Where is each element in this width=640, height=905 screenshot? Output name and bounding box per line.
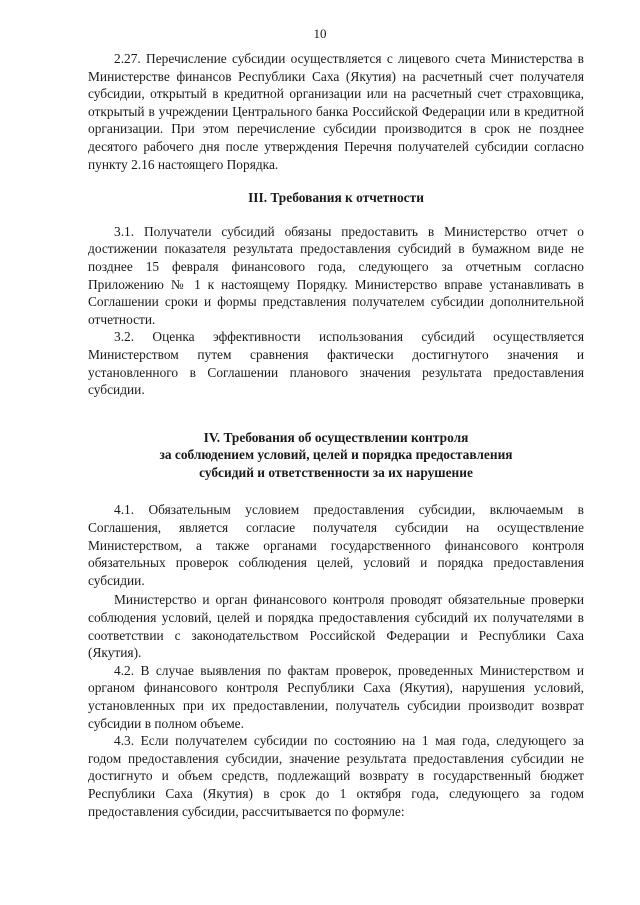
paragraph-4-3: 4.3. Если получателем субсидии по состоянию на 1 мая года, следующего за годом предоставления субсидии, значение результата предоставления субсидии не достигнуто и объем средств, подлежащий возврату в государственный бюджет Республики Саха (Якутия) в срок до 1 октября года, следующего за годом предоставления субсидии, рассчитывается по формуле: [88,733,584,819]
section-3-heading: III. Требования к отчетности [248,190,424,206]
paragraph-4-1: 4.1. Обязательным условием предоставления субсидии, включаемым в Соглашения, является согласие получателя субсидии на осуществление Министерством, а также органами государственного финансового контроля обязательных проверок соблюдения целей, условий и порядка предоставления субсидии. [88,502,584,588]
paragraph-2-27: 2.27. Перечисление субсидии осуществляется с лицевого счета Министерства в Министерстве финансов Республики Саха (Якутия) на расчетный счет получателя субсидии, открытый в кредитной организации или на расчетный счет страховщика, открытый в учреждении Центрального банка Российской Федерации или в кредитной организации. При этом перечисление субсидии производится в срок не позднее десятого рабочего дня после утверждения Перечня получателей субсидии согласно пункту 2.16 настоящего Порядка. [88,51,584,172]
paragraph-3-2: 3.2. Оценка эффективности использования субсидий осуществляется Министерством путем сравнения фактически достигнутого значения и установленного в Соглашении планового значения результата предоставления субсидии. [88,329,584,398]
paragraph-4-1-b: Министерство и орган финансового контроля проводят обязательные проверки соблюдения условий, целей и порядка предоставления субсидий их получателями в соответствии с законодательством Российской Федерации и Республики Саха (Якутия). [88,592,584,661]
paragraph-3-1: 3.1. Получатели субсидий обязаны предоставить в Министерство отчет о достижении показателя результата предоставления субсидий в бумажном виде не позднее 15 февраля финансового года, следующего за отчетным согласно Приложению № 1 к настоящему Порядку. Министерство вправе устанавливать в Соглашении сроки и формы представления получателем субсидии дополнительной отчетности. [88,223,584,327]
page-number: 10 [313,26,327,41]
document-body [88,50,584,820]
section-4-heading-line-2: за соблюдением условий, целей и порядка предоставления [159,447,513,463]
paragraph-4-2: 4.2. В случае выявления по фактам проверок, проведенных Министерством и органом финансового контроля Республики Саха (Якутия), нарушения условий, установленных при их предоставлении, получатель субсидии производит возврат субсидии в полном объеме. [88,662,584,731]
section-4-heading [88,429,584,482]
section-4-heading-line-1: IV. Требования об осуществлении контроля [203,429,469,445]
section-4-heading-line-3: субсидий и ответственности за их нарушение [199,464,473,480]
